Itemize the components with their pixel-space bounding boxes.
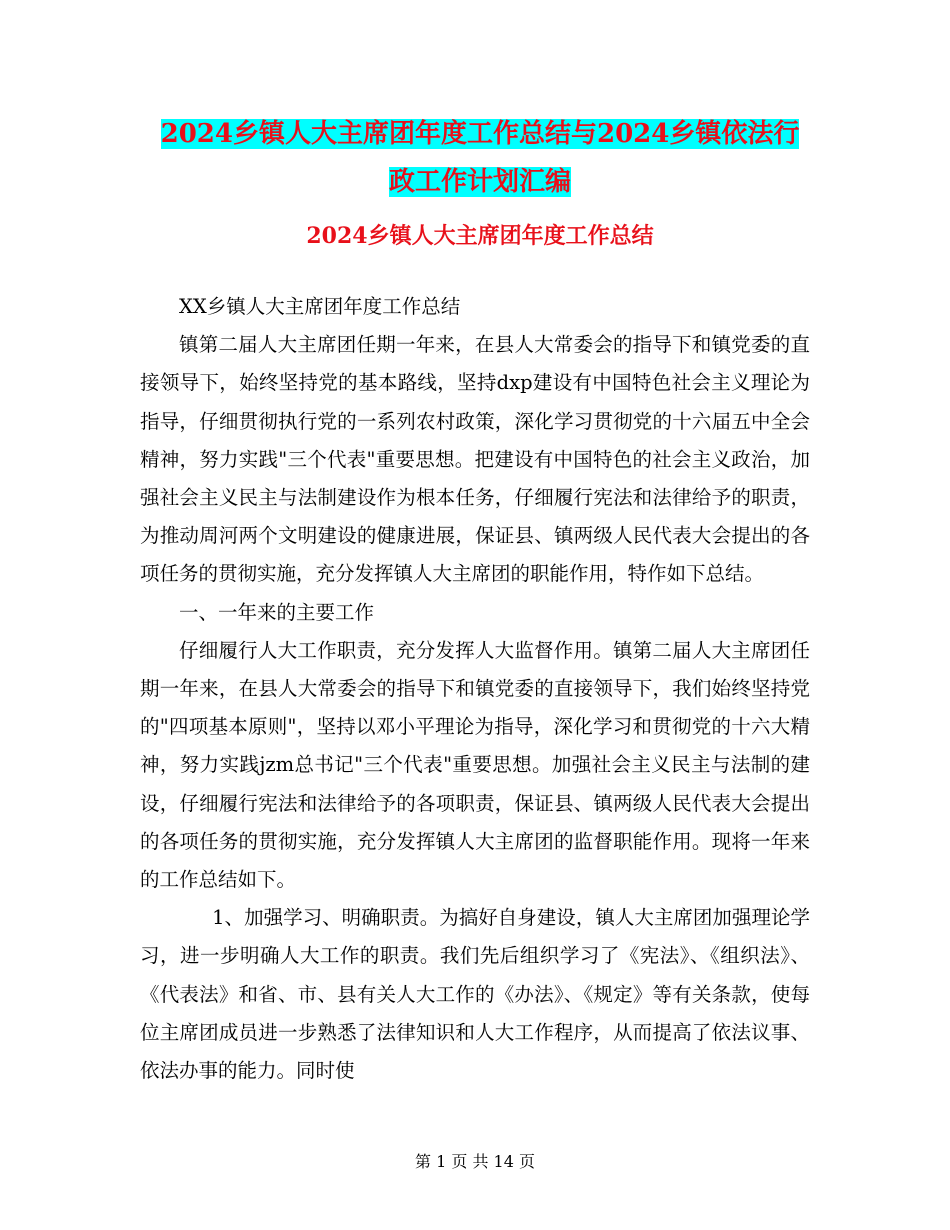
main-title-line-2: 政工作计划汇编 [388, 167, 571, 197]
paragraph: 1、加强学习、明确职责。为搞好自身建设，镇人大主席团加强理论学习，进一步明确人大工作的职责。我们先后组织学习了《宪法》、《组织法》、《代表法》和省、市、县有关人大工作的《办法》、《规定》等有关条款，使每位主席团成员进一步熟悉了法律知识和人大工作程序，从而提高了依法议事、依法办事的能力。同时使 [140, 906, 810, 1083]
paragraph: 镇第二届人大主席团任期一年来，在县人大常委会的指导下和镇党委的直接领导下，始终坚持党的基本路线，坚持dxp建设有中国特色社会主义理论为指导，仔细贯彻执行党的一系列农村政策，深化学习贯彻党的十六届五中全会精神，努力实践"三个代表"重要思想。把建设有中国特色的社会主义政治，加强社会主义民主与法制建设作为根本任务，仔细履行宪法和法律给予的职责，为推动周河两个文明建设的健康进展，保证县、镇两级人民代表大会提出的各项任务的贯彻实施，充分发挥镇人大主席团的职能作用，特作如下总结。 [140, 333, 810, 586]
document-body [140, 288, 810, 1090]
main-title-line-1: 2024乡镇人大主席团年度工作总结与2024乡镇依法行 [160, 119, 800, 149]
paragraph: 仔细履行人大工作职责，充分发挥人大监督作用。镇第二届人大主席团任期一年来，在县人大常委会的指导下和镇党委的直接领导下，我们始终坚持党的"四项基本原则"，坚持以邓小平理论为指导，深化学习和贯彻党的十六大精神，努力实践jzm总书记"三个代表"重要思想。加强社会主义民主与法制的建设，仔细履行宪法和法律给予的各项职责，保证县、镇两级人民代表大会提出的各项任务的贯彻实施，充分发挥镇人大主席团的监督职能作用。现将一年来的工作总结如下。 [140, 638, 810, 892]
page-footer: 第 1 页 共 14 页 [415, 1152, 535, 1171]
paragraph-heading: 一、一年来的主要工作 [179, 600, 375, 624]
section-title: 2024乡镇人大主席团年度工作总结 [306, 223, 654, 249]
main-title [140, 110, 820, 206]
paragraph-subtitle: XX乡镇人大主席团年度工作总结 [179, 295, 461, 318]
